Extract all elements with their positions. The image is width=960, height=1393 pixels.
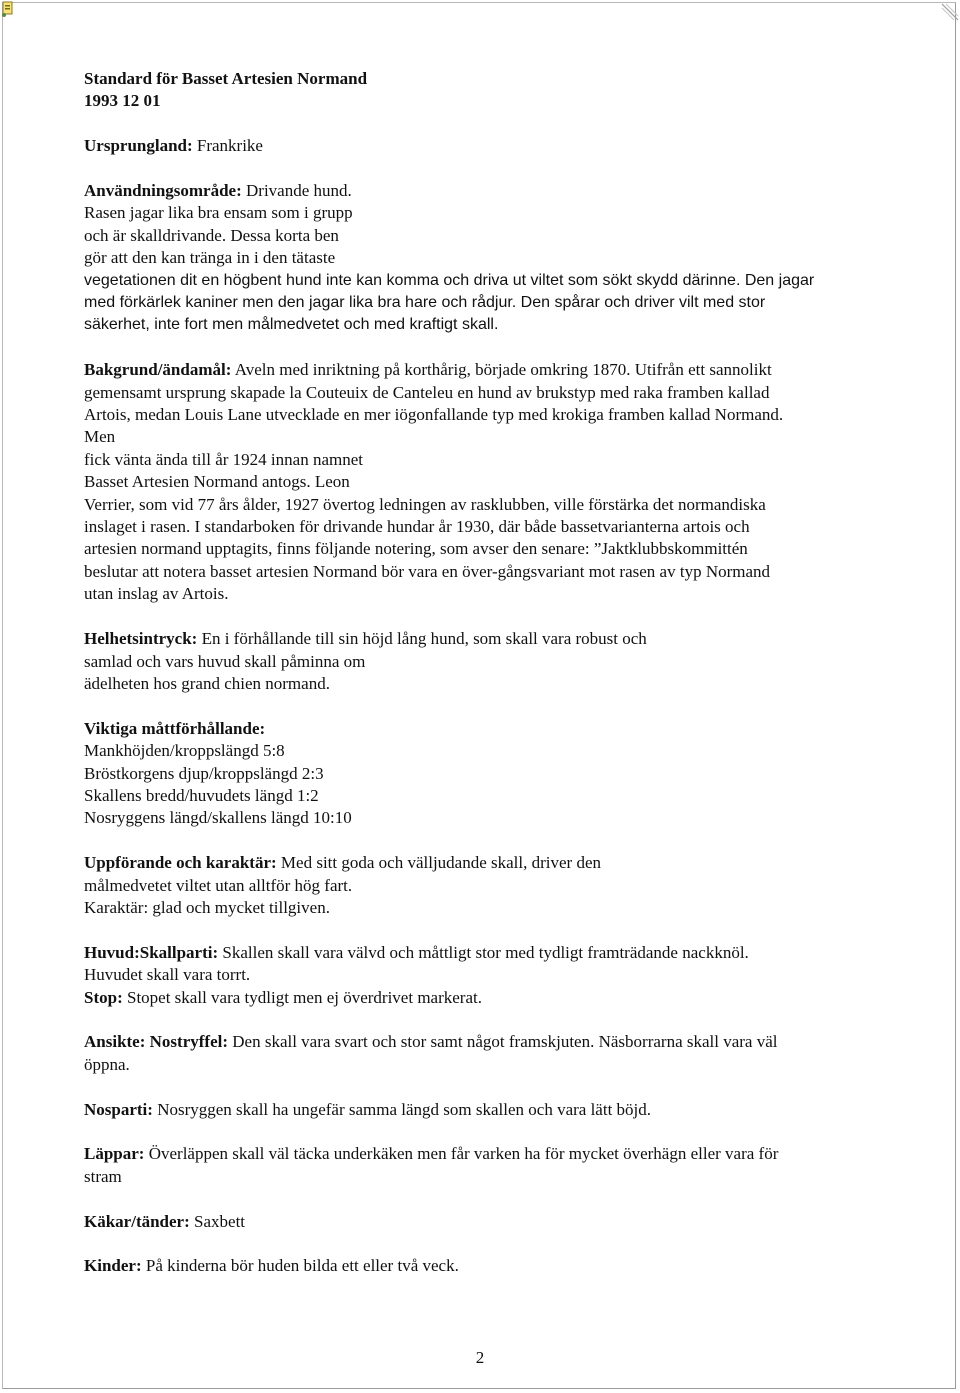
stop-value: Stopet skall vara tydligt men ej överdrivet markerat. [122, 987, 482, 1007]
jaws-value: Saxbett [189, 1211, 246, 1231]
origin-line [84, 135, 884, 157]
muzzle-label: Nosparti: [84, 1099, 153, 1119]
background-text-line: artesien normand upptagits, finns följande notering, som avser den senare: ”Jaktklubbskommittén [84, 539, 748, 559]
face-value: Den skall vara svart och stor samt något framskjuten. Näsborrarna skall vara väl [228, 1032, 778, 1052]
background-value: Aveln med inriktning på korthårig, började omkring 1870. Utifrån ett sannolikt [231, 360, 772, 380]
jaws-line [84, 1211, 884, 1233]
head-label: Huvud:Skallparti: [84, 942, 219, 962]
background-text-line: fick vänta ända till år 1924 innan namnet [84, 449, 363, 469]
document-date: 1993 12 01 [84, 91, 161, 111]
overall-value: En i förhållande till sin höjd lång hund, som skall vara robust och [197, 629, 647, 649]
behaviour-line [84, 852, 884, 874]
stop-label: Stop: [84, 987, 123, 1007]
proportions-label: Viktiga måttförhållande: [84, 718, 266, 738]
muzzle-line [84, 1099, 884, 1121]
lips-text-line: stram [84, 1166, 122, 1186]
cheeks-line [84, 1255, 884, 1277]
lips-value: Överläppen skall väl täcka underkäken men får varken ha för mycket överhägn eller vara för [144, 1144, 779, 1164]
face-label: Ansikte: Nostryffel: [84, 1032, 228, 1052]
head-text-line: Huvudet skall vara torrt. [84, 965, 251, 985]
usage-value: Drivande hund. [241, 181, 352, 200]
background-text-line: gemensamt ursprung skapade la Couteuix de Canteleu en hund av brukstyp med raka framben kallad [84, 382, 770, 402]
background-text-line: Men [84, 427, 116, 447]
usage-text-line: säkerhet, inte fort men målmedvetet och med kraftigt skall. [84, 316, 499, 334]
head-line [84, 942, 884, 964]
face-line [84, 1031, 884, 1053]
document-corner-icon [0, 0, 16, 18]
background-text-line: beslutar att notera basset artesien Normand bör vara en över-gångsvariant mot rasen av typ Normand [84, 561, 771, 581]
lips-label: Läppar: [84, 1144, 145, 1164]
behaviour-value: Med sitt goda och välljudande skall, driver den [276, 853, 602, 873]
usage-text-line: Rasen jagar lika bra ensam som i grupp [84, 203, 353, 223]
face-text-line: öppna. [84, 1054, 130, 1074]
cheeks-value: På kinderna bör huden bilda ett eller två veck. [141, 1256, 459, 1276]
usage-text-line: med förkärlek kaniner men den jagar lika bra hare och rådjur. Den spårar och driver vilt med stor [84, 294, 766, 312]
overall-text-line: samlad och vars huvud skall påminna om [84, 651, 366, 671]
origin-label: Ursprungland: [84, 136, 193, 156]
background-text-line: Basset Artesien Normand antogs. Leon [84, 472, 350, 492]
overall-line [84, 628, 884, 650]
overall-text-line: ädelheten hos grand chien normand. [84, 673, 330, 693]
page-fold-icon [940, 2, 960, 22]
behaviour-text-line: Karaktär: glad och mycket tillgiven. [84, 897, 330, 917]
origin-value: Frankrike [192, 136, 263, 156]
lips-line [84, 1143, 884, 1165]
background-text-line: inslaget i rasen. I standarboken för drivande hundar år 1930, där både bassetvarianterna artois och [84, 517, 750, 537]
usage-text-line: gör att den kan tränga in i den tätaste [84, 248, 336, 268]
proportion-item: Nosryggens längd/skallens längd 10:10 [84, 808, 352, 828]
proportion-item: Skallens bredd/huvudets längd 1:2 [84, 785, 319, 805]
page-number: 2 [475, 1348, 485, 1367]
proportion-item: Mankhöjden/kroppslängd 5:8 [84, 741, 285, 761]
overall-label: Helhetsintryck: [84, 629, 198, 649]
head-value: Skallen skall vara välvd och måttligt stor med tydligt framträdande nackknöl. [218, 942, 749, 962]
behaviour-label: Uppförande och karaktär: [84, 853, 277, 873]
background-text-line: Artois, medan Louis Lane utvecklade en mer iögonfallande typ med krokiga framben kallad Normand. [84, 405, 784, 425]
cheeks-label: Kinder: [84, 1256, 142, 1276]
background-text-line: Verrier, som vid 77 års ålder, 1927 övertog ledningen av rasklubben, ville förstärka det normandiska [84, 494, 766, 514]
document-body [84, 68, 884, 1278]
muzzle-value: Nosryggen skall ha ungefär samma längd som skallen och vara lätt böjd. [152, 1099, 652, 1119]
stop-line [84, 987, 884, 1009]
usage-text-line: och är skalldrivande. Dessa korta ben [84, 225, 339, 245]
jaws-label: Käkar/tänder: [84, 1211, 190, 1231]
background-label: Bakgrund/ändamål: [84, 360, 232, 380]
usage-line [84, 180, 884, 202]
usage-text-line: vegetationen dit en högbent hund inte kan komma och driva ut viltet som sökt skydd därinne. Den jagar [84, 271, 815, 289]
background-line [84, 359, 884, 381]
document-title: Standard för Basset Artesien Normand [84, 69, 368, 88]
behaviour-text-line: målmedvetet viltet utan alltför hög fart. [84, 875, 353, 895]
usage-label: Användningsområde: [84, 181, 242, 200]
proportion-item: Bröstkorgens djup/kroppslängd 2:3 [84, 763, 324, 783]
background-text-line: utan inslag av Artois. [84, 584, 229, 604]
